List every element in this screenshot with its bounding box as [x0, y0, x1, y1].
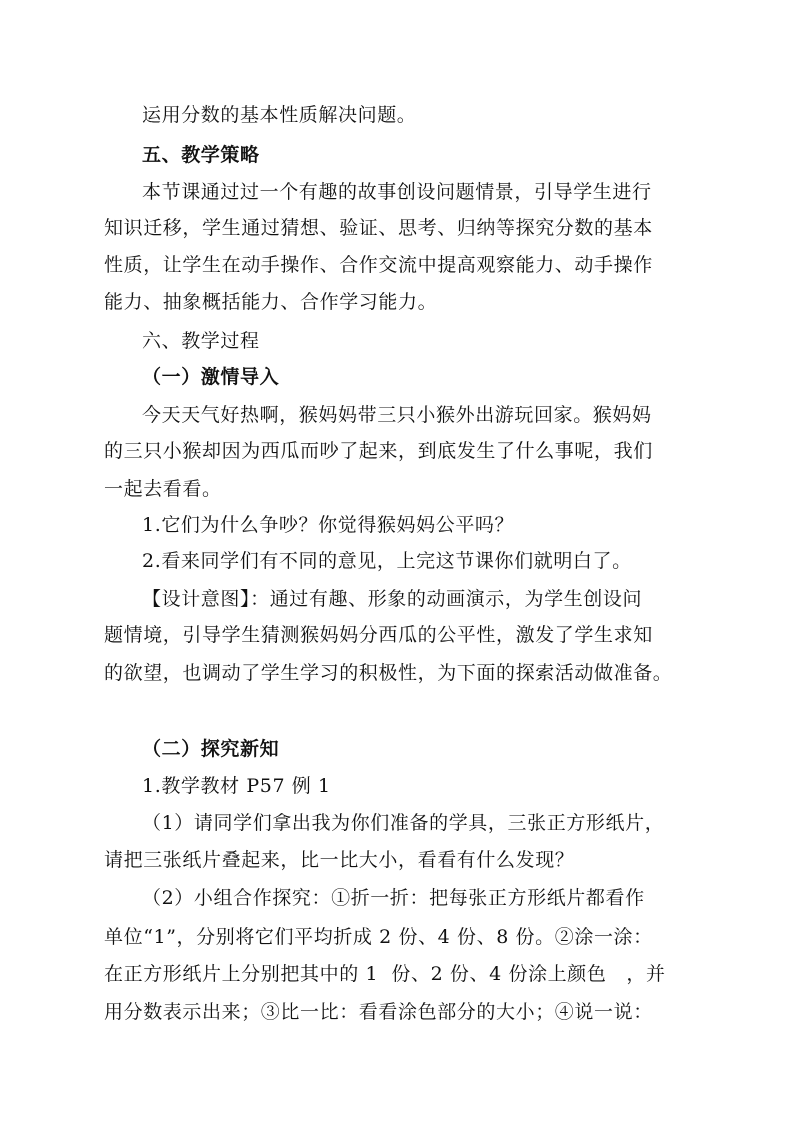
- text-line-6: 能力、抽象概括能力、合作学习能力。: [104, 291, 438, 313]
- text-line-14: 【设计意图】：通过有趣、形象的动画演示，为学生创设问: [142, 588, 643, 610]
- text-line-11: 一起去看看。: [104, 478, 222, 500]
- text-line-19: （1）请同学们拿出我为你们准备的学具，三张正方形纸片，: [142, 812, 665, 834]
- text-line-23: 在正方形纸片上分别把其中的 1 份、2 份、4 份涂上颜色 ，并: [104, 963, 666, 985]
- text-line-12: 1.它们为什么争吵？你觉得猴妈妈公平吗？: [142, 514, 515, 536]
- text-line-10: 的三只小猴却因为西瓜而吵了起来，到底发生了什么事呢，我们: [104, 440, 653, 462]
- text-line-16: 的欲望，也调动了学生学习的积极性，为下面的探索活动做准备。: [104, 662, 673, 684]
- text-line-9: 今天天气好热啊，猴妈妈带三只小猴外出游玩回家。猴妈妈: [142, 404, 652, 426]
- subsection-heading-intro: （一）激情导入: [142, 366, 280, 388]
- text-line-5: 性质，让学生在动手操作、合作交流中提高观察能力、动手操作: [104, 254, 653, 276]
- text-line-22: 单位“1”，分别将它们平均折成 2 份、4 份、8 份。②涂一涂：: [104, 926, 653, 948]
- text-line-20: 请把三张纸片叠起来，比一比大小，看看有什么发现？: [104, 849, 575, 871]
- text-line-4: 知识迁移，学生通过猜想、验证、思考、归纳等探究分数的基本: [104, 217, 653, 239]
- text-line-3: 本节课通过过一个有趣的故事创设问题情景，引导学生进行: [142, 181, 652, 203]
- text-line-15: 题情境，引导学生猜测猴妈妈分西瓜的公平性，激发了学生求知: [104, 624, 653, 646]
- subsection-heading-explore: （二）探究新知: [142, 738, 280, 760]
- text-line-18: 1.教学教材 P57 例 1: [142, 775, 331, 797]
- section-heading-teaching-process: 六、教学过程: [142, 330, 260, 352]
- text-line-1: 运用分数的基本性质解决问题。: [142, 104, 417, 126]
- text-line-21: （2）小组合作探究：①折一折：把每张正方形纸片都看作: [142, 887, 645, 909]
- section-heading-teaching-strategy: 五、教学策略: [142, 144, 260, 166]
- text-line-13: 2.看来同学们有不同的意见，上完这节课你们就明白了。: [142, 550, 632, 572]
- text-line-24: 用分数表示出来；③比一比：看看涂色部分的大小；④说一说：: [104, 1001, 653, 1023]
